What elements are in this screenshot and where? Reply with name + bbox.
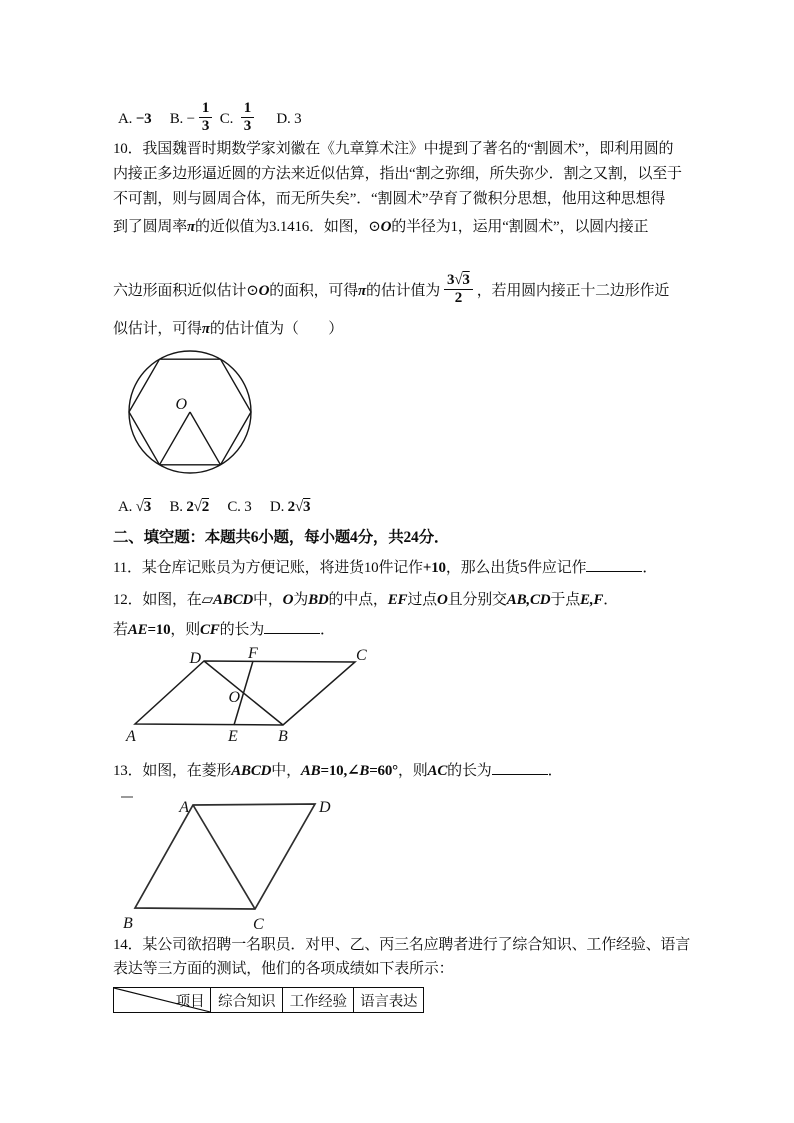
parallelogram-outline: [135, 661, 355, 725]
vertex-b-label: B: [123, 915, 133, 932]
q10-text-line-5: 六边形面积近似估计⊙O的面积，可得π的估计值为 $\frac{3√3}{2}$ ，若用圆内接正十二边形作近: [113, 272, 670, 307]
q14-table-col-2: 工作经验: [282, 988, 354, 1012]
q12-parallelogram-figure: [120, 645, 370, 747]
q10-text-line-3: 不可割，则与圆周合体，而无所失矣”．“割圆术”孕育了微积分思想，他用这种思想得: [113, 191, 666, 207]
q14-table-col-3: 语言表达: [353, 988, 423, 1012]
q10-text-line-1: 10．我国魏晋时期数学家刘徽在《九章算术注》中提到了著名的“割圆术”，即利用圆的: [113, 141, 674, 157]
q14-text-line-2: 表达等三方面的测试，他们的各项成绩如下表所示：: [113, 961, 454, 977]
vertex-f-label: F: [248, 645, 258, 662]
q14-table-corner-cell: [114, 988, 210, 1012]
q13-rhombus-figure: [115, 788, 350, 936]
q10-text-line-6: 似估计，可得π的估计值为（ ）: [113, 321, 344, 337]
rhombus-outline: [135, 804, 315, 909]
q9-choices-line: A. −3 B. − $\frac{1}{3}$ C. $\frac{1}{3}$ D. 3: [118, 100, 302, 135]
q12-text-line-2: 若AE=10，则CF的长为 ．: [113, 617, 335, 643]
vertex-e-label: E: [228, 728, 238, 745]
q10-text-line-2: 内接正多边形逼近圆的方法来近似估算，指出“割之弥细，所失弥少．割之又割，以至于: [113, 166, 682, 182]
q11-text-line: 11．某仓库记账员为方便记账，将进货10件记作+10，那么出货5件应记作 ．: [113, 555, 657, 581]
q10-text-line-4: 到了圆周率π的近似值为3.1416．如图，⊙O的半径为1，运用“割圆术”，以圆内接正: [113, 219, 649, 235]
q14-text-line-1: 14．某公司欲招聘一名职员．对甲、乙、丙三名应聘者进行了综合知识、工作经验、语言: [113, 937, 691, 953]
q10-circle-hexagon-figure: [126, 348, 256, 478]
vertex-c-label: C: [356, 647, 367, 664]
corner-diagonal-line: [114, 988, 210, 1012]
q13-text-line: 13．如图，在菱形ABCD中，AB=10,∠B=60°，则AC的长为 ．: [113, 758, 562, 784]
midpoint-o-label: O: [228, 689, 240, 706]
q14-table-col-1: 综合知识: [210, 988, 282, 1012]
vertex-a-label: A: [126, 728, 136, 745]
q14-score-table: [113, 987, 424, 1013]
vertex-c-label: C: [253, 916, 264, 933]
vertex-a-label: A: [179, 799, 189, 816]
q10-choices-line: A. √3 B. 2√2 C. 3 D. 2√3: [118, 499, 311, 515]
q14-table-corner-label: 项目: [175, 993, 205, 1010]
section-2-header: 二、填空题：本题共6小题，每小题4分，共24分．: [113, 529, 450, 546]
q12-text-line-1: 12．如图，在▱ABCD中，O为BD的中点，EF过点O且分别交AB,CD于点E,F．: [113, 592, 618, 608]
vertex-d-label: D: [319, 799, 331, 816]
vertex-d-label: D: [189, 650, 201, 667]
center-triangle: [160, 412, 221, 465]
circle-center-label: O: [175, 396, 187, 413]
diagonal-ac: [193, 805, 255, 909]
vertex-b-label: B: [278, 728, 288, 745]
